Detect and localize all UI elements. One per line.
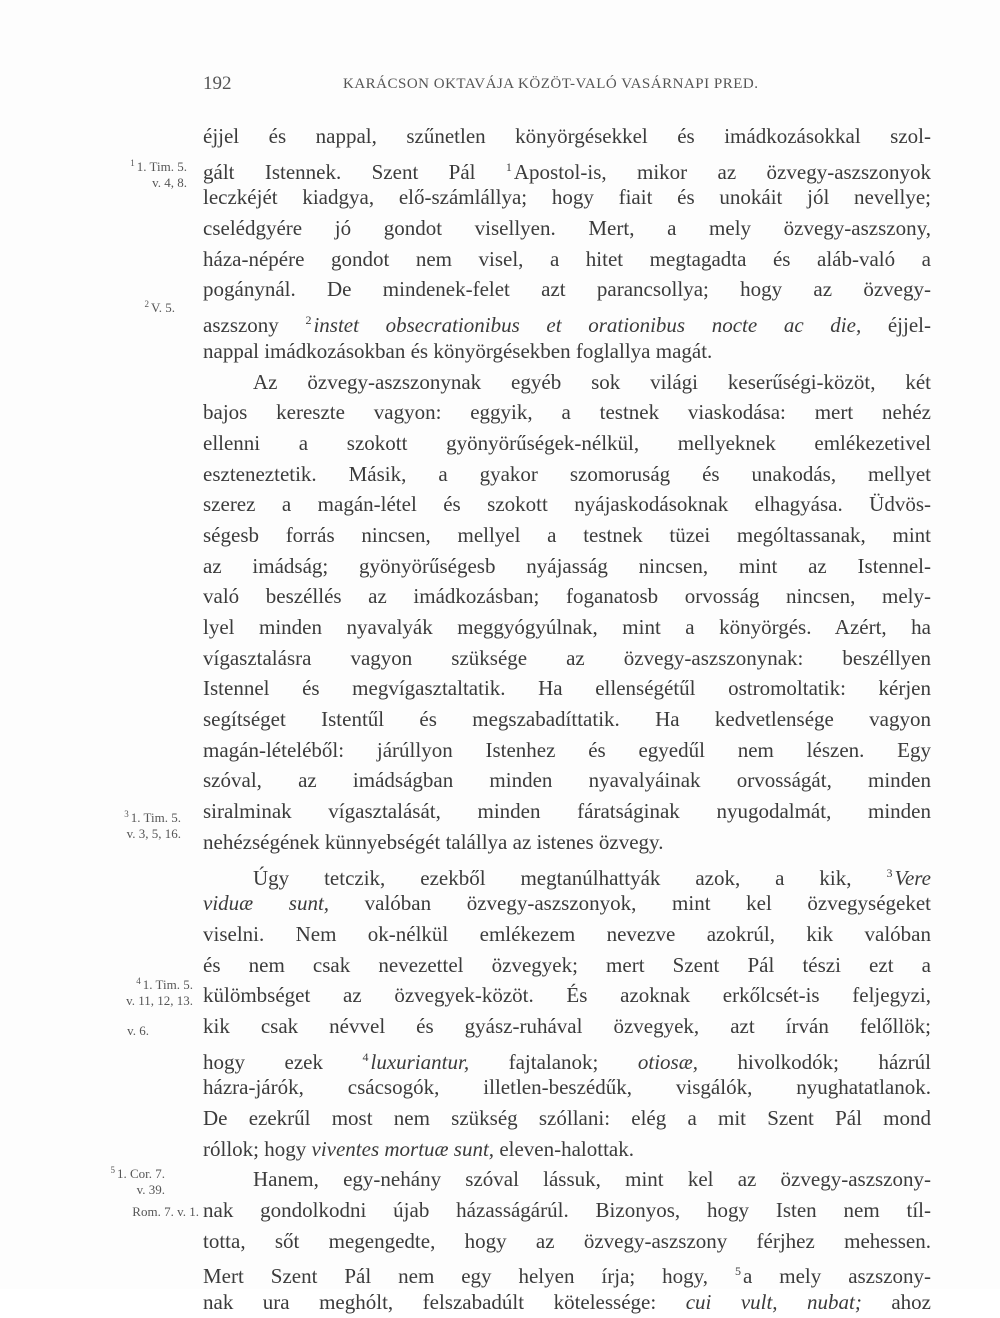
text-line: segítséget Istentűl és megszabadíttatik. Ha kedvetlensége vagyon bbox=[203, 707, 931, 732]
text-line: eszteneztetik. Másik, a gyakor szomoruság és unakodás, mellyet bbox=[203, 461, 931, 486]
footnote-marker: 4 bbox=[362, 1049, 369, 1064]
margin-note: $^2$ V. 5. bbox=[144, 299, 175, 315]
text-line: való beszéllés az imádkozásban; foganatosb orvosság nincsen, mely- bbox=[203, 584, 931, 609]
text-line: cselédgyére jó gondot visellyen. Mert, a mely özvegy-aszszony, bbox=[203, 216, 931, 241]
text-line: ellenni a szokott gyönyörűségek-nélkül, mellyeknek emlékezetivel bbox=[203, 430, 931, 455]
text-line: gált Istennek. Szent Pál $^1$Apostol-is, mikor az özvegy-aszszonyok bbox=[203, 159, 931, 184]
text-line: vígasztalásra vagyon szüksége az özvegy-aszszonynak: beszéllyen bbox=[203, 645, 931, 670]
text-line: siralminak vígasztalását, minden fáratságinak nyugodalmát, minden bbox=[203, 799, 931, 824]
text-line: kik csak névvel és gyász-ruhával özvegyek, azt írván felőllök; bbox=[203, 1013, 931, 1038]
text-line: totta, sőt megengedte, hogy az özvegy-aszszony férjhez mehessen. bbox=[203, 1228, 931, 1253]
text-line: Istennel és megvígasztaltatik. Ha ellenségétűl ostromoltatik: kérjen bbox=[203, 676, 931, 701]
paragraph-start: Úgy tetczik, ezekből megtanúlhattyák azok, a kik, $^3$Vere bbox=[253, 865, 931, 890]
text-line: bajos kereszte vagyon: eggyik, a testnek viaskodása: mert nehéz bbox=[203, 400, 931, 425]
text-line: ségesb forrás nincsen, mellyel a testnek tüzei mególtassanak, mint bbox=[203, 522, 931, 547]
margin-note: $^4$ 1. Tim. 5. v. 11, 12, 13. bbox=[126, 976, 193, 1008]
page-number: 192 bbox=[203, 73, 232, 94]
text-line: magán-lételéből: járúllyon Istenhez és egyedűl nem lészen. Egy bbox=[203, 737, 931, 762]
text-line: hogy ezek $^4$luxuriantur, fajtalanok; otiosæ, hivolkodók; házrúl bbox=[203, 1049, 931, 1074]
latin-quote: otiosæ, bbox=[637, 1049, 698, 1074]
paragraph-start: Az özvegy-aszszonynak egyéb sok világi keserűségi-közöt, két bbox=[253, 369, 931, 394]
margin-note: $^5$ 1. Cor. 7. v. 39. bbox=[110, 1165, 165, 1197]
latin-quote: viventes mortuæ sunt, bbox=[311, 1136, 495, 1161]
text-line: éjjel és nappal, szűnetlen könyörgésekkel és imádkozásokkal szol- bbox=[203, 124, 931, 148]
text-line: lyel minden nyavalyák meggyógyúlnak, mint a könyörgés. Azért, ha bbox=[203, 615, 931, 639]
text-line: nappal imádkozásokban és könyörgésekben foglallya magát. bbox=[203, 338, 713, 363]
text-line: háza-népére gondot nem visel, a hitet megtagadta és aláb-való a bbox=[203, 246, 931, 271]
margin-note: $^3$ 1. Tim. 5. v. 3, 5, 16. bbox=[124, 809, 181, 841]
text-line: az imádság; gyönyörűségesb nyájasság nincsen, mint az Istennel- bbox=[203, 553, 931, 578]
margin-note: v. 6. bbox=[127, 1023, 149, 1038]
text-line: szerez a magán-létel és szokott nyájaskodásoknak elhagyása. Üdvös- bbox=[203, 492, 931, 517]
text-line: külömbséget az özvegyek-közöt. És azoknak erkőlcsét-is feljegyzi, bbox=[203, 983, 931, 1008]
body-text bbox=[203, 121, 931, 1318]
footnote-marker: 1 bbox=[505, 159, 512, 174]
text-line: De ezekrűl most nem szükség szóllani: elég a mit Szent Pál mond bbox=[203, 1106, 931, 1130]
footnote-marker: 2 bbox=[305, 313, 312, 328]
margin-note: $^1$ 1. Tim. 5. v. 4, 8. bbox=[130, 158, 187, 190]
text-line: házra-járók, csácsogók, illetlen-beszédűk, visgálók, nyughatatlanok. bbox=[203, 1075, 931, 1100]
text-line: és nem csak nevezettel özvegyek; mert Szent Pál tészi ezt a bbox=[203, 952, 931, 977]
text-line: leczkéjét kiadgya, elő-számlállya; hogy fiait és unokáit jól nevellye; bbox=[203, 185, 931, 210]
text-line: nak gondolkodni újab házasságárúl. Bizonyos, hogy Isten nem tíl- bbox=[203, 1198, 931, 1223]
latin-quote: cui vult, nubat; bbox=[685, 1290, 862, 1315]
text-line: viselni. Nem ok-nélkül emlékezem nevezve azokrúl, kik valóban bbox=[203, 921, 931, 946]
text-line: szóval, az imádságban minden nyavalyáinak orvosságát, minden bbox=[203, 768, 931, 793]
text-line: nak ura meghólt, felszabadúlt kötelessége: cui vult, nubat; ahoz bbox=[203, 1290, 931, 1315]
running-head: KARÁCSON OKTAVÁJA KÖZÖT-VALÓ VASÁRNAPI PRED. bbox=[343, 76, 759, 92]
text-line: nehézségének künnyebségét talállya az istenes özvegy. bbox=[203, 829, 664, 854]
latin-quote: Vere bbox=[894, 865, 931, 890]
footnote-marker: 5 bbox=[735, 1264, 741, 1279]
latin-quote: viduæ sunt, bbox=[203, 891, 330, 916]
margin-note: Rom. 7. v. 1. bbox=[132, 1204, 199, 1219]
footnote-marker: 3 bbox=[886, 865, 893, 880]
text-line: róllok; hogy viventes mortuæ sunt, eleven-halottak. bbox=[203, 1136, 634, 1161]
text-line: viduæ sunt, valóban özvegy-aszszonyok, mint kel özvegységeket bbox=[203, 891, 932, 916]
text-line: Mert Szent Pál nem egy helyen írja; hogy, $^5$a mely aszszony- bbox=[203, 1264, 931, 1289]
text-line: aszszony $^2$instet obsecrationibus et orationibus nocte ac die, éjjel- bbox=[203, 313, 932, 338]
paragraph-start: Hanem, egy-nehány szóval lássuk, mint kel az özvegy-aszszony- bbox=[253, 1167, 931, 1192]
text-line: pogánynál. De mindenek-felet azt parancsollya; hogy az özvegy- bbox=[203, 277, 931, 302]
latin-quote: luxuriantur, bbox=[370, 1049, 470, 1074]
latin-quote: instet obsecrationibus et orationibus nocte ac die, bbox=[313, 313, 862, 338]
